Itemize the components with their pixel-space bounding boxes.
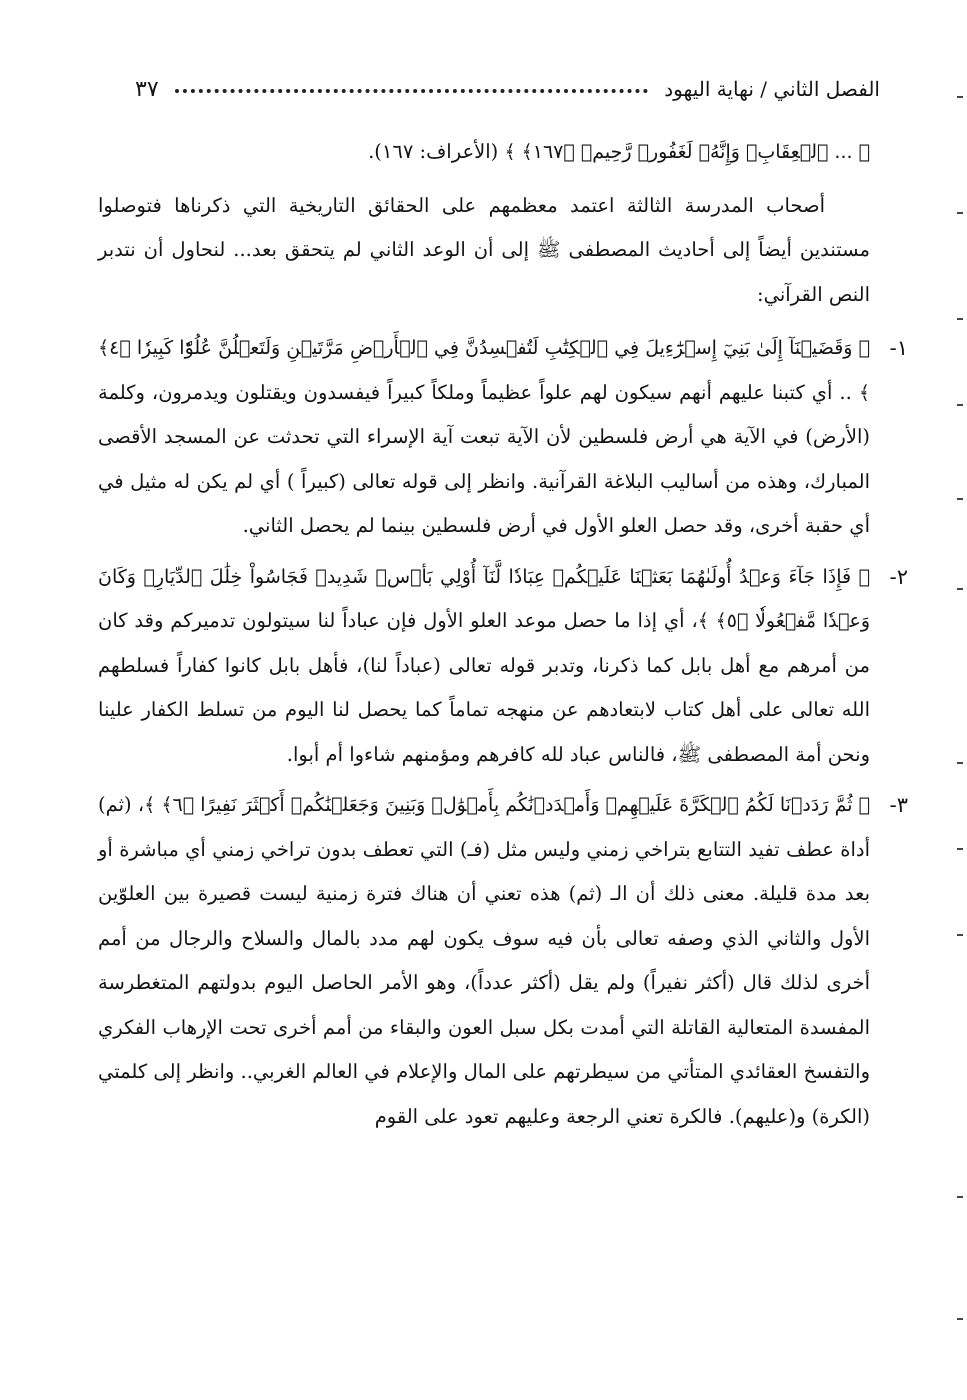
scan-margin-mark xyxy=(957,212,963,214)
scan-margin-mark xyxy=(957,404,963,406)
verse-reference: (الأعراف: ١٦٧). xyxy=(368,140,505,163)
scan-margin-mark xyxy=(957,96,963,98)
chapter-title: الفصل الثاني / نهاية اليهود xyxy=(664,77,880,101)
intro-paragraph: أصحاب المدرسة الثالثة اعتمد معظمهم على الحقائق التاريخية التي ذكرناها فتوصلوا مستندين أيضاً إلى أحاديث المصطفى ﷺ إلى أن الوعد الثاني لم يتحقق بعد... لنحاول أن نتدبر النص القرآني: xyxy=(98,193,870,306)
list-item xyxy=(98,783,908,1139)
item-number: ٢- xyxy=(889,564,908,589)
item-text xyxy=(98,555,870,778)
quran-verse: ﴿ ثُمَّ رَدَدۡنَا لَكُمُ ٱلۡكَرَّةَ عَلَيۡهِمۡ وَأَمۡدَدۡنَٰكُم بِأَمۡوَٰلٖ وَبَنِينَ وَجَعَلۡنَٰكُمۡ أَكۡثَرَ نَفِيرًا ﴿٦﴾ ﴾ xyxy=(144,794,870,816)
scan-margin-mark xyxy=(957,1318,963,1320)
list-item xyxy=(98,326,908,549)
page-number: ٣٧ xyxy=(135,76,159,102)
item-number: ١- xyxy=(889,336,908,360)
quran-verse: ﴿ فَإِذَا جَآءَ وَعۡدُ أُولَىٰهُمَا بَعَثۡنَا عَلَيۡكُمۡ عِبَادٗا لَّنَآ أُوْلِي بَأۡسٖ شَدِيدٖ فَجَاسُواْ خِلَٰلَ ٱلدِّيَارِۚ وَكَانَ وَعۡدٗا مَّفۡعُولٗا ﴿٥﴾ ﴾ xyxy=(98,565,870,632)
quran-verse: ﴿ وَقَضَيۡنَآ إِلَىٰ بَنِيٓ إِسۡرَٰٓءِيلَ فِي ٱلۡكِتَٰبِ لَتُفۡسِدُنَّ فِي ٱلۡأَرۡضِ مَرَّتَيۡنِ وَلَتَعۡلُنَّ عُلُوّٗا كَبِيرٗا ﴿٤﴾ ﴾ xyxy=(98,337,870,404)
scan-margin-mark xyxy=(957,318,963,320)
continued-verse-line xyxy=(98,130,870,175)
scan-margin-mark xyxy=(957,588,963,590)
item-text xyxy=(98,326,870,549)
scan-margin-mark xyxy=(957,1196,963,1198)
item-text xyxy=(98,783,870,1139)
list-item xyxy=(98,555,908,778)
quran-verse: ﴿ ... ٱلۡعِقَابِۖ وَإِنَّهُۥ لَغَفُورٞ رَّحِيمٞ ﴿١٦٧﴾ ﴾ xyxy=(504,141,870,163)
item-number: ٣- xyxy=(889,793,908,817)
item-commentary: .. أي كتبنا عليهم أنهم سيكون لهم علواً عظيماً وملكاً كبيراً فيفسدون ويقتلون ويدمرون، وكلمة (الأرض) في الآية هي أرض فلسطين لأن الآية تبعت آية الإسراء التي تحدثت عن المسجد الأقصى المبارك، وهذه من أساليب البلاغة القرآنية. وانظر إلى قوله تعالى (كبيراً ) أي لم يكن له مثيل في أي حقبة أخرى، وقد حصل العلو الأول في أرض فلسطين بينما لم يحصل الثاني. xyxy=(98,380,870,537)
item-commentary: ، أي إذا ما حصل موعد العلو الأول فإن عباداً لنا سيتولون تدميركم وقد كان من أمرهم مع أهل بابل كما ذكرنا، وتدبر قوله تعالى (عباداً لنا)، فأهل بابل كانوا كفاراً فسلطهم الله تعالى على أهل كتاب لابتعادهم عن منهجه تماماً كما يحصل لنا اليوم من تسلط الكفار علينا ونحن أمة المصطفى ﷺ، فالناس عباد لله كافرهم ومؤمنهم شاءوا أم أبوا. xyxy=(98,609,870,766)
scan-margin-mark xyxy=(957,498,963,500)
item-commentary: ، (ثم) أداة عطف تفيد التتابع بتراخي زمني وليس مثل (فـ) التي تعطف بدون تراخي زمني أي مباشرة أو بعد مدة قليلة. معنى ذلك أن الـ (ثم) هذه تعني أن هناك فترة زمنية ليست قصيرة بين العلوّين الأول والثاني الذي وصفه تعالى بأن فيه سوف يكون لهم مدد بالمال والسلاح والرجال من أمم أخرى لذلك قال (أكثر نفيراً) ولم يقل (أكثر عدداً)، وهو الأمر الحاصل اليوم بدولتهم المتغطرسة المفسدة المتعالية القاتلة التي أمدت بكل سبل العون والبقاء من أمم أخرى تحت الإرهاب الفكري والتفسخ العقائدي المتأتي من سيطرتهم على المال والإعلام في العالم الغربي.. وانظر إلى كلمتي (الكرة) و(عليهم). فالكرة تعني الرجعة وعليهم تعود على القوم xyxy=(98,793,870,1128)
running-header xyxy=(135,72,880,106)
scan-margin-mark xyxy=(957,762,963,764)
page-body xyxy=(98,130,908,1145)
scan-margin-mark xyxy=(957,934,963,936)
header-dotted-leader xyxy=(175,89,649,93)
scan-margin-mark xyxy=(957,848,963,850)
